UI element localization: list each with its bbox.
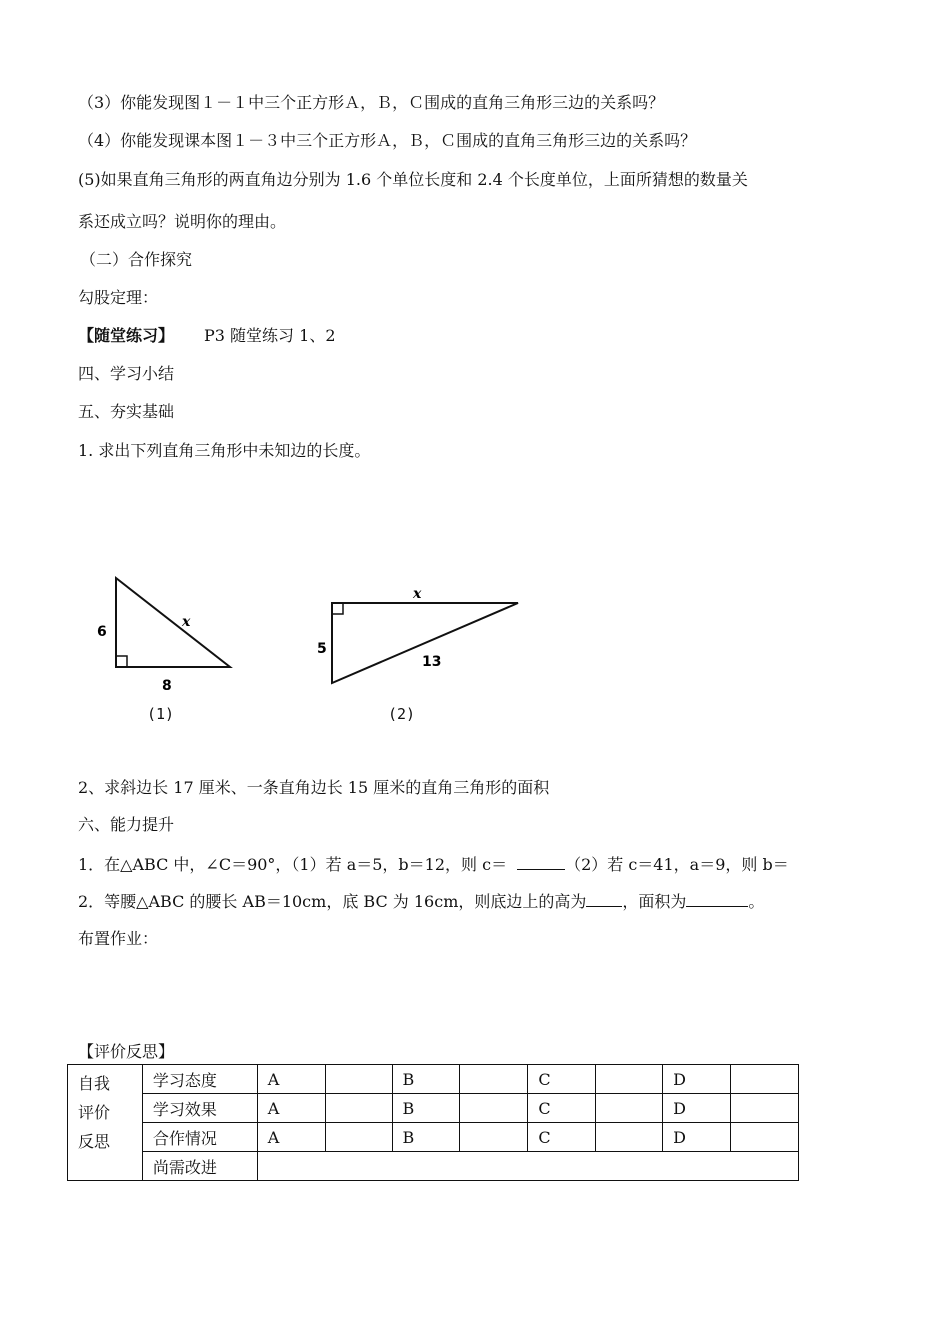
grade-d: D [663,1065,731,1094]
homework-label: 布置作业： [78,929,159,948]
ability-q1 [78,853,789,875]
grade-a: A [257,1094,325,1123]
fig1-hyp: x [182,614,191,630]
grade-a-box[interactable] [325,1123,392,1152]
fig2-hyp: 13 [422,654,442,670]
fig1-side-a: 6 [97,624,107,640]
grade-a-box[interactable] [325,1065,392,1094]
grade-b-box[interactable] [460,1123,528,1152]
fig1-side-b: 8 [162,678,172,694]
grade-b-box[interactable] [460,1094,528,1123]
practice-body: P3 随堂练习 1、2 [204,326,336,345]
row-label: 学习态度 [142,1065,257,1094]
grade-a: A [257,1065,325,1094]
table-row [68,1123,799,1152]
grade-b: B [392,1065,460,1094]
grade-c: C [528,1123,596,1152]
grade-c-box[interactable] [596,1065,663,1094]
triangle-figure-2 [312,585,527,690]
improve-label: 尚需改进 [142,1152,257,1181]
fig2-side-a: 5 [317,641,327,657]
grade-c: C [528,1094,596,1123]
grade-d: D [663,1123,731,1152]
ability-q2-part2: ，面积为 [622,892,687,911]
exercise-2: 2、求斜边长 17 厘米、一条直角边长 15 厘米的直角三角形的面积 [78,778,550,797]
improve-field[interactable] [257,1152,798,1181]
table-row [68,1065,799,1094]
grade-d-box[interactable] [731,1065,799,1094]
exercise-1: 1. 求出下列直角三角形中未知边的长度。 [78,441,371,460]
evaluation-title: 【评价反思】 [78,1042,175,1061]
ability-q2-part1: 2．等腰△ABC 的腰长 AB＝10cm，底 BC 为 16cm，则底边上的高为 [78,892,587,911]
self-evaluation-label: 自我 评价 反思 [68,1065,143,1181]
grade-d: D [663,1094,731,1123]
question-4: （4）你能发现课本图１－３中三个正方形Ａ，Ｂ，Ｃ围成的直角三角形三边的关系吗？ [78,131,697,150]
fig2-caption: (2) [388,705,416,723]
grade-d-box[interactable] [731,1123,799,1152]
grade-a-box[interactable] [325,1094,392,1123]
section-summary: 四、学习小结 [78,364,175,383]
grade-a: A [257,1123,325,1152]
fig2-side-top: x [413,586,422,602]
grade-b: B [392,1094,460,1123]
question-5-line2: 系还成立吗？说明你的理由。 [78,212,287,231]
section-basics: 五、夯实基础 [78,402,175,421]
answer-blank-height[interactable] [586,890,622,907]
grade-b-box[interactable] [460,1065,528,1094]
grade-c: C [528,1065,596,1094]
fig1-caption: (1) [147,705,175,723]
section-ability: 六、能力提升 [78,815,175,834]
row-label: 学习效果 [142,1094,257,1123]
grade-c-box[interactable] [596,1094,663,1123]
practice-heading: 【随堂练习】 [78,326,175,345]
question-3: （3）你能发现图１－１中三个正方形Ａ，Ｂ，Ｃ围成的直角三角形三边的关系吗？ [78,93,665,112]
answer-blank-c[interactable] [517,853,565,870]
question-5-line1: (5)如果直角三角形的两直角边分别为 1.6 个单位长度和 2.4 个长度单位，上面所猜想的数量关 [78,170,748,189]
answer-blank-area[interactable] [686,890,748,907]
triangle-figure-1 [90,570,240,695]
evaluation-table [67,1064,799,1181]
row-label: 合作情况 [142,1123,257,1152]
grade-d-box[interactable] [731,1094,799,1123]
ability-q2-part3: 。 [748,892,765,911]
ability-q1-part1: 1．在△ABC 中，∠C＝90°，（1）若 a＝5，b＝12，则 c＝ [78,855,508,874]
grade-c-box[interactable] [596,1123,663,1152]
ability-q1-part2: （2）若 c＝41，a＝9，则 b＝ [565,855,789,874]
section-theorem: 勾股定理： [78,288,159,307]
practice-line [78,326,336,346]
grade-b: B [392,1123,460,1152]
table-row [68,1152,799,1181]
ability-q2 [78,890,764,912]
table-row [68,1094,799,1123]
section-cooperative: （二）合作探究 [80,250,193,269]
